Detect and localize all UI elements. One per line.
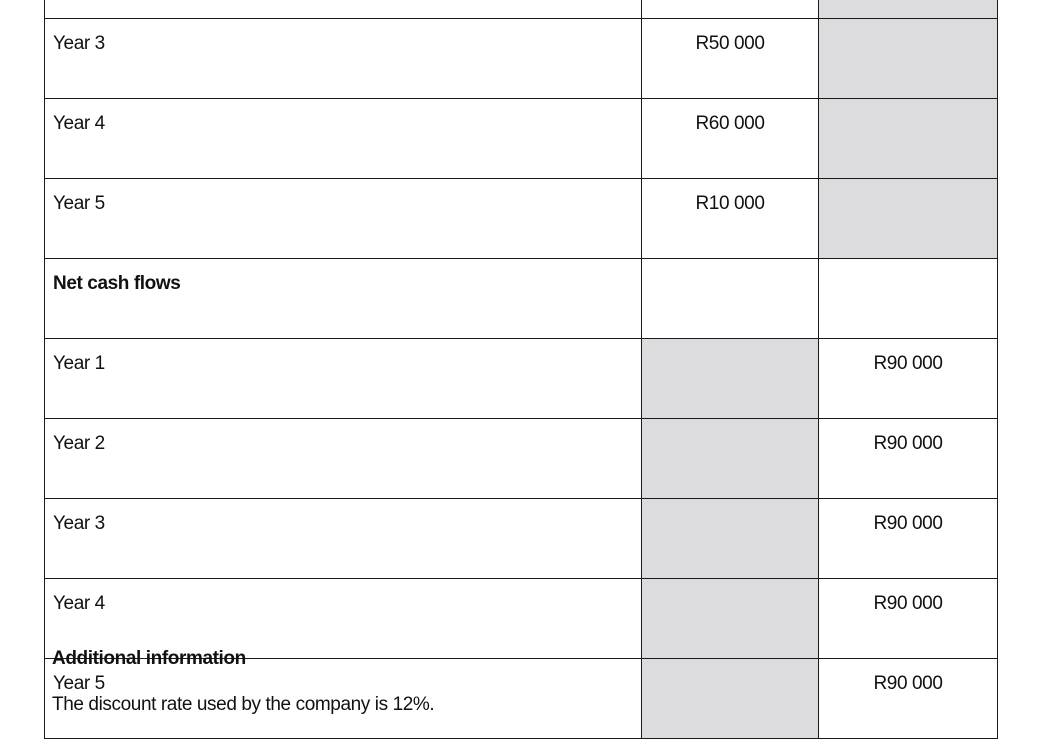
cash-flow-cell: [642, 0, 819, 19]
net-cash-flow-cell: [819, 99, 998, 179]
net-cash-flow-cell: R90 000: [819, 499, 998, 579]
row-label: Year 5: [45, 659, 642, 739]
net-cash-flow-cell: R90 000: [819, 659, 998, 739]
table-row: [45, 179, 998, 259]
row-label: Year 4: [45, 579, 642, 659]
net-cash-flow-cell: R90 000: [819, 339, 998, 419]
row-label: [45, 0, 642, 19]
table-row: [45, 499, 998, 579]
cash-flow-cell: R50 000: [642, 19, 819, 99]
net-cash-flow-cell: [819, 259, 998, 339]
table-row: [45, 19, 998, 99]
net-cash-flow-cell: [819, 0, 998, 19]
cash-flow-cell: [642, 339, 819, 419]
table-row: [45, 579, 998, 659]
cash-flow-table: [44, 0, 998, 739]
table-row: [45, 419, 998, 499]
row-label: Year 1: [45, 339, 642, 419]
row-label: Year 3: [45, 499, 642, 579]
cash-flow-cell: [642, 259, 819, 339]
net-cash-flow-cell: R90 000: [819, 579, 998, 659]
row-label: Year 4: [45, 99, 642, 179]
cash-flow-cell: [642, 499, 819, 579]
net-cash-flow-cell: [819, 179, 998, 259]
additional-info-heading: Additional information: [52, 648, 246, 669]
discount-rate-text: The discount rate used by the company is 12%.: [52, 694, 435, 715]
table-row: [45, 259, 998, 339]
section-heading: Net cash flows: [45, 259, 642, 339]
cash-flow-cell: [642, 579, 819, 659]
net-cash-flow-cell: [819, 19, 998, 99]
cash-flow-cell: R60 000: [642, 99, 819, 179]
row-label: Year 5: [45, 179, 642, 259]
cash-flow-cell: [642, 659, 819, 739]
table-row: [45, 339, 998, 419]
cash-flow-cell: [642, 419, 819, 499]
table-row: [45, 0, 998, 19]
net-cash-flow-cell: R90 000: [819, 419, 998, 499]
cash-flow-cell: R10 000: [642, 179, 819, 259]
table-row: [45, 99, 998, 179]
row-label: Year 2: [45, 419, 642, 499]
row-label: Year 3: [45, 19, 642, 99]
